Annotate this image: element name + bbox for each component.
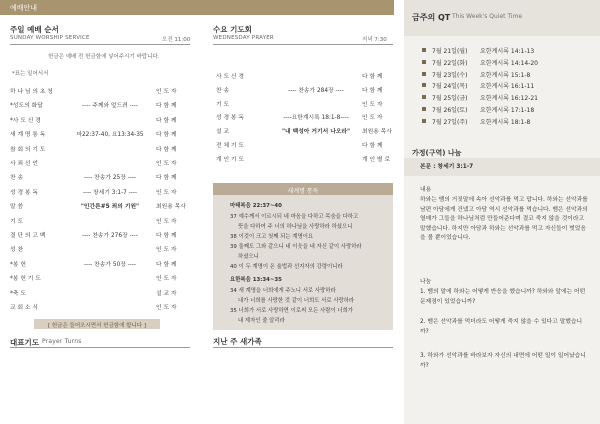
- sunday-order-row: [10, 230, 191, 240]
- order-item-name: *봉 헌 기 도: [10, 276, 41, 283]
- qt-date: 7월 21일(월): [432, 48, 468, 55]
- order-item-person: 설 교 자: [156, 290, 177, 297]
- qt-title: 금주의 QT: [412, 13, 451, 22]
- order-item-person: 다 함 께: [156, 117, 177, 124]
- order-item-person: 인 도 자: [156, 218, 177, 225]
- order-item-name: 설 교: [216, 129, 230, 136]
- order-item-name: 성 경 봉 독: [10, 189, 38, 196]
- stand-note: *표는 일어서서: [12, 71, 49, 77]
- last-week-divider: [213, 347, 393, 348]
- bullet-icon: [422, 48, 426, 52]
- section-banner: [0, 0, 394, 15]
- order-item-person: 다 함 께: [156, 233, 177, 239]
- order-item-name: *사 도 신 경: [10, 117, 41, 124]
- sunday-divider: [10, 44, 190, 45]
- sunday-order-row: [10, 144, 191, 154]
- qt-row: [422, 81, 535, 91]
- wednesday-time: 저녁 7:30: [362, 37, 387, 43]
- qt-reference: 요한계시록 14:14-20: [480, 59, 538, 67]
- order-item-person: 인 도 자: [156, 276, 177, 283]
- order-item-person: 인 도 자: [362, 115, 383, 122]
- qt-row: [422, 46, 535, 55]
- wednesday-order-row: [216, 154, 397, 164]
- qt-date: 7월 24일(목): [432, 83, 468, 91]
- sunday-subtitle: SUNDAY WORSHIP SERVICE: [10, 35, 90, 41]
- order-item-person: 인 도 자: [156, 161, 177, 167]
- sunday-order-row: [10, 129, 191, 139]
- wednesday-order-row: [216, 140, 397, 150]
- banner-label: 예배안내: [10, 4, 38, 12]
- order-item-person: 최원용 목사: [156, 204, 186, 211]
- order-item-name: *성도의 화답: [10, 103, 43, 110]
- wednesday-divider: [213, 44, 393, 45]
- order-item-content: ---- 찬송가 276장 ----: [82, 233, 138, 239]
- verse-line: 37 예수께서 이르시되 네 마음을 다하고 목숨을 다하고: [230, 214, 359, 220]
- order-item-name: 기 도: [216, 101, 230, 108]
- qt-row: [422, 70, 531, 79]
- order-item-content: 마22:37-40, 요13:34-35: [76, 132, 144, 139]
- order-item-name: 교 회 소 식: [10, 305, 38, 311]
- commandment-bar: [213, 183, 393, 195]
- commandment-bar-label: 새계명 통독: [287, 187, 319, 195]
- sharing-question-3: 3. 하와가 선악과를 바라보자 자신의 내면에 어떤 일이 일어났습니까?: [420, 353, 586, 369]
- offering-note: 헌금은 예배 전 헌금함에 넣어주시기 바랍니다.: [48, 54, 160, 60]
- bullet-icon: [422, 72, 426, 76]
- wednesday-order-row: [216, 85, 397, 95]
- order-item-name: *봉 헌: [10, 261, 26, 268]
- order-item-person: 최원용 목사: [362, 129, 392, 136]
- order-item-content: ---- 찬송가 284장 ----: [288, 87, 344, 94]
- qt-date: 7월 23일(수): [432, 71, 468, 79]
- order-item-content: "인간론#5 죄의 기원": [80, 204, 140, 211]
- order-item-content: ---- 찬송가 50장 ----: [83, 261, 137, 268]
- verse-line: 하셨으니: [238, 254, 259, 260]
- sunday-order-row: [10, 187, 191, 197]
- qt-row: [422, 105, 535, 114]
- sunday-order-row: [10, 259, 191, 269]
- qt-header: [404, 0, 600, 36]
- verse-line: 38 이것이 크고 첫째 되는 계명이요: [230, 234, 314, 240]
- verse-line: 35 너희가 서로 사랑하면 이로써 모든 사람이 너희가: [230, 308, 354, 314]
- verse-line: 39 둘째도 그와 같으니 네 이웃을 네 자신 같이 사랑하라: [230, 244, 362, 250]
- order-item-name: 사 도 신 경: [216, 74, 244, 80]
- order-item-person: 인 도 자: [156, 247, 177, 254]
- order-item-content: "내 백성아 거기서 나오라": [281, 129, 351, 136]
- wednesday-order-row: [216, 99, 397, 109]
- sharing-question-1: 1. 뱀의 말에 하와는 어떻게 반응을 했습니까? 하와와 앞에는 어떤 문제점이 있었습니까?: [420, 289, 586, 305]
- bullet-icon: [422, 107, 426, 111]
- sharing-question-label: 나눔: [420, 279, 432, 285]
- wednesday-subtitle: WEDNESDAY PRAYER: [213, 35, 274, 41]
- order-item-name: 성 경 봉 독: [216, 115, 244, 122]
- verse-line: 내가 너희를 사랑한 것 같이 너희도 서로 사랑하라: [238, 298, 355, 304]
- order-item-content: ---- 주께와 엎드려 ----: [82, 103, 138, 110]
- order-item-name: 결 단 의 고 백: [10, 233, 46, 239]
- sunday-order-row: [10, 273, 191, 283]
- commandment-ref-1: 마태복음 22:37~40: [230, 203, 282, 209]
- order-item-person: 인 도 자: [362, 101, 383, 108]
- last-week-title: 지난 주 새가족: [213, 337, 262, 346]
- wednesday-order-row: [216, 126, 397, 136]
- order-item-name: 말 씀: [10, 204, 24, 211]
- order-item-name: 전 체 기 도: [216, 143, 244, 149]
- qt-subtitle: This Week's Quiet Time: [452, 13, 523, 20]
- qt-row: [422, 117, 531, 126]
- order-item-content: ---- 창세기 3:1-7 ----: [82, 189, 138, 196]
- order-item-name: *축 도: [10, 290, 26, 297]
- sunday-order-row: [10, 100, 191, 110]
- sunday-order-row: [10, 244, 191, 254]
- qt-reference: 요한계시록 16:12-21: [480, 95, 538, 103]
- wednesday-order-row: [216, 112, 397, 122]
- order-item-name: 찬 송: [216, 87, 230, 94]
- order-item-content: ----요한계시록 18:1-8----: [283, 115, 349, 122]
- commandment-ref-2: 요한복음 13:34~35: [230, 277, 282, 283]
- sunday-title: 주일 예배 순서: [10, 25, 59, 34]
- wednesday-order-row: [216, 71, 397, 81]
- sharing-passage: 본문 : 창세기 3:1-7: [420, 164, 474, 170]
- sunday-order-row: [10, 86, 191, 96]
- order-item-person: 다 함 께: [156, 261, 177, 268]
- qt-reference: 요한계시록 16:1-11: [480, 83, 535, 91]
- rep-prayer-divider: [10, 347, 190, 348]
- verse-line: 뜻을 다하여 주 너의 하나님을 사랑하라 하셨으니: [238, 224, 353, 230]
- order-item-person: 인 도 자: [156, 189, 177, 196]
- sharing-title: 가정(구역) 나눔: [412, 149, 462, 157]
- sunday-order-row: [10, 288, 191, 298]
- bullet-icon: [422, 60, 426, 64]
- sharing-question-2: 2. 뱀은 선악과를 먹더라도 어떻게 죽지 않을 수 있다고 말했습니까?: [420, 319, 583, 335]
- qt-date: 7월 26일(토): [432, 107, 468, 114]
- order-item-person: 다 함 께: [156, 175, 177, 182]
- order-item-person: 다 함 께: [362, 87, 383, 94]
- qt-date: 7월 27일(주): [432, 118, 468, 126]
- offering-bar-label: [ 헌금은 들어오시면서 헌금함에 합니다 ]: [47, 323, 147, 329]
- order-item-name: 찬 송: [10, 175, 24, 182]
- order-item-content: ---- 찬송가 25장 ----: [83, 175, 137, 182]
- sunday-order-row: [10, 302, 191, 312]
- qt-date: 7월 22일(화): [432, 59, 468, 67]
- order-item-person: 다 함 께: [156, 146, 177, 153]
- order-item-person: 다 함 께: [362, 74, 383, 80]
- sunday-order-row: [10, 216, 191, 226]
- sunday-order-row: [10, 115, 191, 125]
- bullet-icon: [422, 83, 426, 87]
- sunday-time: 오전 11:00: [162, 37, 191, 43]
- qt-reference: 요한계시록 17:1-18: [480, 107, 535, 114]
- qt-reference: 요한계시록 15:1-8: [480, 71, 531, 79]
- sharing-content-label: 내용: [420, 187, 432, 193]
- qt-row: [422, 58, 538, 67]
- sunday-order-row: [10, 172, 191, 182]
- qt-reference: 요한계시록 18:1-8: [480, 118, 531, 126]
- verse-line: 34 새 계명을 너희에게 주노니 서로 사랑하라: [230, 288, 336, 294]
- rep-prayer-subtitle: Prayer Turns: [42, 338, 82, 345]
- qt-date: 7월 25일(금): [432, 95, 468, 103]
- order-item-person: 인 도 자: [156, 89, 177, 95]
- order-item-name: 성 찬: [10, 247, 24, 254]
- order-item-name: 개 인 기 도: [216, 156, 244, 163]
- wednesday-title: 수요 기도회: [213, 25, 252, 34]
- order-item-person: 인 도 자: [156, 305, 177, 311]
- verse-line: 40 이 두 계명이 온 율법과 선지자의 강령이니라: [230, 264, 343, 270]
- order-item-person: 다 함 께: [156, 103, 177, 110]
- order-item-name: 사 죄 선 언: [10, 161, 38, 167]
- sharing-content: 하와는 뱀의 거짓말에 속아 선악과를 먹고 맙니다. 하와는 선악과를 남편 아담에게 건넸고 아담 역시 선악과를 먹습니다. 뱀은 선악과의 열매가 그들을 하나님처럼 만들어준다며 결코 죽지 않을 것이라고 말했습니다. 하지만 아담과 하와는 선악과를 먹고 자신들이 벗었음을 볼 뿐이었습니다.: [420, 197, 588, 241]
- order-item-name: 하 나 님 의 초 청: [10, 89, 53, 95]
- order-item-person: 다 함 께: [156, 132, 177, 139]
- qt-reference: 요한계시록 14:1-13: [480, 48, 535, 55]
- order-item-name: 새 계 명 통 독: [10, 132, 46, 139]
- bullet-icon: [422, 95, 426, 99]
- qt-row: [422, 93, 538, 103]
- verse-line: 내 제자인 줄 알리라: [238, 318, 285, 324]
- bullet-icon: [422, 119, 426, 123]
- sunday-order-row: [10, 201, 191, 211]
- rep-prayer-title: 대표기도: [10, 338, 39, 347]
- order-item-person: 개 인 별 로: [362, 156, 390, 163]
- order-item-name: 기 도: [10, 218, 24, 225]
- order-item-person: 다 함 께: [362, 143, 383, 149]
- sunday-order-row: [10, 158, 191, 168]
- order-item-name: 참 회 의 기 도: [10, 146, 46, 153]
- offering-bar: [34, 319, 160, 329]
